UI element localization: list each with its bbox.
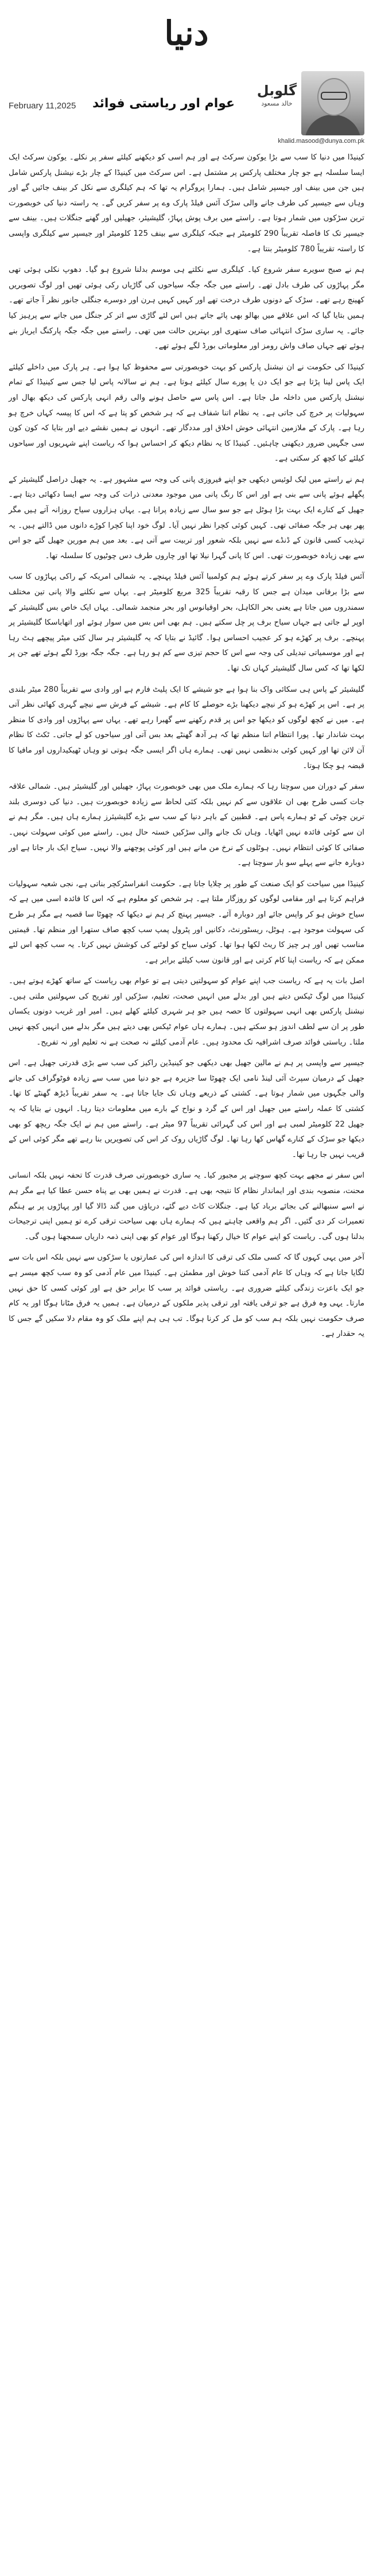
paragraph: جیسپر سے واپسی پر ہم نے مالین جھیل بھی دیکھی جو کینیڈین راکیز کی سب سے بڑی قدرتی جھیل ہے۔ اس جھیل کے درمیان سپرٹ آئی لینڈ نامی ایک چھوٹا سا جزیرہ ہے جو دنیا میں سب سے زیادہ فوٹوگراف کی جانے والی جگہوں میں شمار ہوتا ہے۔ کشتی کے ذریعے وہاں تک جایا جاتا ہے۔ یہ سفر تقریباً ڈیڑھ گھنٹے کا تھا۔ کشتی کا عملہ راستے میں جھیل اور اس کے گرد و نواح کے بارے میں معلومات دیتا رہا۔ انہوں نے بتایا کہ یہ جھیل 22 کلومیٹر لمبی ہے اور اس کی گہرائی تقریباً 97 میٹر ہے۔ راستے میں ہم نے ایک جگہ ریچھ کو بھی دیکھا جو سڑک کے کنارے گھاس کھا رہا تھا۔ لوگ گاڑیاں روک کر اس کی تصویریں بنا رہے تھے مگر کوئی اس کے قریب نہیں جا رہا تھا۔ [9, 1059, 364, 1159]
article-body [9, 150, 364, 1342]
paragraph: کینیڈا میں دنیا کا سب سے بڑا یوکون سرکٹ ہے اور ہم اسی کو دیکھنے کیلئے سفر پر نکلے۔ یوکون سرکٹ ایک ایسا سلسلہ ہے جو چار مختلف پارکس پر مشتمل ہے۔ اس سرکٹ میں کینیڈا کے چار بڑے نیشنل پارکس شامل ہیں جن میں بینف اور جیسپر شامل ہیں۔ ہمارا پروگرام یہ تھا کہ ہم کیلگری سے نکل کر بینف جائیں گے اور وہاں سے جیسپر کی طرف جانے والی سڑک آئس فیلڈ پارک وے پر سفر کریں گے۔ یہ راستہ دنیا کی خوبصورت ترین سڑکوں میں شمار ہوتا ہے۔ راستے میں برف پوش پہاڑ، گلیشیئر، جھیلیں اور گھنے جنگلات ہیں۔ بینف سے جیسپر تک کا فاصلہ تقریباً 290 کلومیٹر ہے جبکہ کیلگری سے بینف 125 کلومیٹر اور جیسپر سے کیلگری واپسی کا راستہ تقریباً 780 کلومیٹر بنتا ہے۔ [9, 153, 365, 254]
paragraph: ہم نے راستے میں لیک لوئیس دیکھی جو اپنے فیروزی پانی کی وجہ سے مشہور ہے۔ یہ جھیل دراصل گلیشیئر کے پگھلے ہوئے پانی سے بنی ہے اور اس کا رنگ پانی میں موجود معدنی ذرات کی وجہ سے ایسا دکھائی دیتا ہے۔ جھیل کے کنارے ایک بہت بڑا ہوٹل ہے جو سو سال سے زیادہ پرانا ہے۔ یہاں ہزاروں سیاح روزانہ آتے ہیں مگر پھر بھی ہر جگہ صفائی تھی۔ کہیں کوئی کچرا نظر نہیں آیا۔ لوگ خود اپنا کچرا کوڑے دانوں میں ڈالتے ہیں۔ یہ تہذیب کسی قانون کے ڈنڈے سے نہیں بلکہ شعور اور تربیت سے آتی ہے۔ بعد میں ہم مورین جھیل گئے جو اس سے بھی زیادہ خوبصورت تھی۔ اس کا پانی گہرا نیلا تھا اور چاروں طرف دس چوٹیوں کا سلسلہ تھا۔ [9, 475, 364, 560]
paragraph: کینیڈا میں سیاحت کو ایک صنعت کے طور پر چلایا جاتا ہے۔ حکومت انفراسٹرکچر بناتی ہے، نجی شعبہ سہولیات فراہم کرتا ہے اور مقامی لوگوں کو روزگار ملتا ہے۔ ہر شخص کو معلوم ہے کہ اس کا فائدہ اسی میں ہے کہ سیاح خوش ہو کر واپس جائے اور دوبارہ آئے۔ جیسپر پہنچ کر ہم نے دیکھا کہ چھوٹا سا قصبہ ہے مگر ہر طرح کی سہولت موجود ہے۔ ہوٹل، ریسٹورنٹ، دکانیں اور پٹرول پمپ سب کچھ صاف ستھرا اور منظم تھا۔ قیمتیں مناسب تھیں اور ہر چیز کا ریٹ لکھا ہوا تھا۔ کوئی سیاح کو لوٹنے کی کوشش نہیں کرتا۔ یہ سب کچھ اس لئے ممکن ہے کہ ریاست اپنا کام کرتی ہے اور قانون سب کیلئے برابر ہے۔ [9, 879, 364, 965]
paragraph: گلیشیئر کے پاس ہی سکائی واک بنا ہوا ہے جو شیشے کا ایک پلیٹ فارم ہے اور وادی سے تقریباً 280 میٹر بلندی پر ہے۔ اس پر کھڑے ہو کر نیچے دیکھنا بڑے حوصلے کا کام ہے۔ شیشے کے فرش سے نیچے گہری کھائی نظر آتی ہے۔ میں نے کچھ لوگوں کو دیکھا جو اس پر قدم رکھنے سے گھبرا رہے تھے۔ یہاں سے پہاڑوں اور وادی کا منظر بہت شاندار تھا۔ پورا انتظام اتنا منظم تھا کہ ہر آدھ گھنٹے بعد بس آتی اور سیاحوں کو لے جاتی۔ ٹکٹ کا نظام آن لائن تھا اور کہیں کوئی بدنظمی نہیں تھی۔ ہمارے ہاں اگر ایسی جگہ ہوتی تو وہاں ٹھیکیداروں اور مافیا کا قبضہ ہو چکا ہوتا۔ [9, 685, 364, 770]
author-name: خالد مسعود [261, 100, 293, 107]
paragraph: اصل بات یہ ہے کہ ریاست جب اپنے عوام کو سہولتیں دیتی ہے تو عوام بھی ریاست کے ساتھ کھڑے ہوتے ہیں۔ کینیڈا میں لوگ ٹیکس دیتے ہیں اور بدلے میں انہیں صحت، تعلیم، سڑکیں اور تفریح کی سہولتیں ملتی ہیں۔ نیشنل پارکس بھی انہی سہولتوں کا حصہ ہیں جو ہر شہری کیلئے کھلے ہیں۔ امیر اور غریب دونوں یکساں طور پر ان سے لطف اندوز ہو سکتے ہیں۔ ہمارے ہاں عوام ٹیکس بھی دیتے ہیں مگر بدلے میں انہیں کچھ نہیں ملتا۔ ریاستی فوائد صرف اشرافیہ تک محدود ہیں۔ عام آدمی کیلئے نہ صحت ہے نہ تعلیم اور نہ تفریح۔ [9, 977, 364, 1047]
author-photo [301, 71, 364, 135]
column-header [9, 71, 364, 146]
paragraph: آخر میں یہی کہوں گا کہ کسی ملک کی ترقی کا اندازہ اس کی عمارتوں یا سڑکوں سے نہیں بلکہ اس بات سے لگایا جاتا ہے کہ وہاں کا عام آدمی کتنا خوش اور مطمئن ہے۔ کینیڈا میں عام آدمی کو وہ سب کچھ میسر ہے جو ایک باعزت زندگی کیلئے ضروری ہے۔ ریاستی فوائد پر سب کا برابر حق ہے اور کوئی کسی کا حق نہیں مارتا۔ یہی وہ فرق ہے جو ترقی یافتہ اور ترقی پذیر ملکوں کے درمیان ہے۔ ہمیں یہ فرق مٹانا ہوگا اور یہ کام صرف حکومت نہیں بلکہ ہم سب کو مل کر کرنا ہوگا۔ تب ہی ہم اپنے ملک کو وہ مقام دلا سکیں گے جس کا یہ حقدار ہے۔ [9, 1253, 364, 1339]
paragraph: ہم نے صبح سویرے سفر شروع کیا۔ کیلگری سے نکلتے ہی موسم بدلنا شروع ہو گیا۔ دھوپ نکلی ہوئی تھی مگر پہاڑوں کی طرف بادل تھے۔ راستے میں جگہ جگہ سیاحوں کی گاڑیاں رکی ہوئی تھیں اور لوگ تصویریں کھینچ رہے تھے۔ سڑک کے دونوں طرف درخت تھے اور کہیں کہیں ہرن اور دوسرے جنگلی جانور نظر آ جاتے تھے۔ ہمیں بتایا گیا کہ اس علاقے میں بھالو بھی پائے جاتے ہیں اس لئے گاڑی سے اتر کر جنگل میں جانے سے پرہیز کیا جائے۔ یہ ساری سڑک انتہائی صاف ستھری اور بہترین حالت میں تھی۔ راستے میں جگہ جگہ پارکنگ ایریاز بنے ہوئے تھے جہاں صاف واش رومز اور معلوماتی بورڈ لگے ہوئے تھے۔ [9, 266, 364, 351]
author-email: khalid.masood@dunya.com.pk [278, 138, 364, 145]
article-title: عوام اور ریاستی فوائد [92, 96, 235, 111]
column-brand [257, 83, 297, 107]
paragraph: آئس فیلڈ پارک وے پر سفر کرتے ہوئے ہم کولمبیا آئس فیلڈ پہنچے۔ یہ شمالی امریکہ کے راکی پہاڑوں کا سب سے بڑا برفانی میدان ہے جس کا رقبہ تقریباً 325 مربع کلومیٹر ہے۔ یہاں سے نکلنے والا پانی تین مختلف سمندروں میں جاتا ہے یعنی بحر الکاہل، بحر اوقیانوس اور بحر منجمد شمالی۔ یہاں ایک خاص بس گلیشیئر کے اوپر لے جاتی ہے جہاں سیاح برف پر چل سکتے ہیں۔ ہم بھی اس بس میں سوار ہوئے اور اتھاباسکا گلیشیئر پر پہنچے۔ برف پر کھڑے ہو کر عجیب احساس ہوا۔ گائیڈ نے بتایا کہ یہ گلیشیئر ہر سال کئی میٹر پیچھے ہٹ رہا ہے اور موسمیاتی تبدیلی کی وجہ سے اس کا حجم تیزی سے کم ہو رہا ہے۔ جگہ جگہ بورڈ لگے ہوئے تھے جن پر لکھا تھا کہ کس سال گلیشیئر کہاں تک تھا۔ [9, 572, 364, 673]
paragraph: سفر کے دوران میں سوچتا رہا کہ ہمارے ملک میں بھی خوبصورت پہاڑ، جھیلیں اور گلیشیئر ہیں۔ شمالی علاقہ جات کسی طرح بھی ان علاقوں سے کم نہیں بلکہ کئی لحاظ سے زیادہ خوبصورت ہیں۔ دنیا کی دوسری بلند ترین چوٹی کے ٹو ہمارے پاس ہے۔ قطبین کے باہر دنیا کے سب سے بڑے گلیشیئرز ہمارے ہاں ہیں۔ مگر ہم نے ان سے کوئی فائدہ نہیں اٹھایا۔ وہاں تک جانے والی سڑکیں خستہ حال ہیں۔ راستے میں کوئی سہولت نہیں۔ صفائی کا کوئی انتظام نہیں۔ ہوٹلوں کے نرخ من مانے ہیں اور کوئی پوچھنے والا نہیں۔ سیاح ایک بار جاتا ہے اور دوبارہ جانے سے پہلے سو بار سوچتا ہے۔ [9, 782, 364, 868]
newspaper-column-page [9, 0, 364, 2576]
paragraph: کینیڈا کی حکومت نے ان نیشنل پارکس کو بہت خوبصورتی سے محفوظ کیا ہوا ہے۔ ہر پارک میں داخلے کیلئے ایک پاس لینا پڑتا ہے جو ایک دن یا پورے سال کیلئے ہوتا ہے۔ ہم نے سالانہ پاس لیا جس سے کینیڈا کے تمام نیشنل پارکس میں داخلہ مل جاتا ہے۔ اس پاس سے حاصل ہونے والی رقم انہی پارکس کی دیکھ بھال اور سہولیات پر خرچ کی جاتی ہے۔ یہ نظام اتنا شفاف ہے کہ ہر شخص کو پتا ہے کہ اس کا پیسہ کہاں خرچ ہو رہا ہے۔ پارک کے ملازمین انتہائی خوش اخلاق اور مددگار تھے۔ انہوں نے ہمیں نقشے دیے اور بتایا کہ کون کون سی جگہیں ضرور دیکھنی چاہئیں۔ کینیڈا کا یہ نظام دیکھ کر احساس ہوا کہ ریاست اپنے شہریوں اور سیاحوں کیلئے کیا کچھ کر سکتی ہے۔ [9, 363, 364, 463]
paragraph: اس سفر نے مجھے بہت کچھ سوچنے پر مجبور کیا۔ یہ ساری خوبصورتی صرف قدرت کا تحفہ نہیں بلکہ انسانی محنت، منصوبہ بندی اور ایماندار نظام کا نتیجہ بھی ہے۔ قدرت نے ہمیں بھی بے پناہ حسن عطا کیا ہے مگر ہم نے اسے سنبھالنے کی بجائے برباد کیا ہے۔ جنگلات کاٹ دیے گئے، دریاؤں میں گند ڈالا گیا اور پہاڑوں پر بے ہنگم تعمیرات کر دی گئیں۔ اگر ہم واقعی چاہتے ہیں کہ ہمارے ہاں بھی سیاحت ترقی کرے تو ہمیں اپنی ترجیحات بدلنا ہوں گی۔ ریاست کو اپنے عوام کا خیال رکھنا ہوگا اور عوام کو بھی اپنی ذمہ داریاں سمجھنا ہوں گی۔ [9, 1171, 364, 1241]
logo-text: دنیا [164, 14, 209, 53]
publication-date: February 11,2025 [9, 101, 76, 111]
column-name: گلوبل [257, 83, 297, 99]
masthead [9, 0, 364, 69]
newspaper-logo [155, 5, 218, 62]
